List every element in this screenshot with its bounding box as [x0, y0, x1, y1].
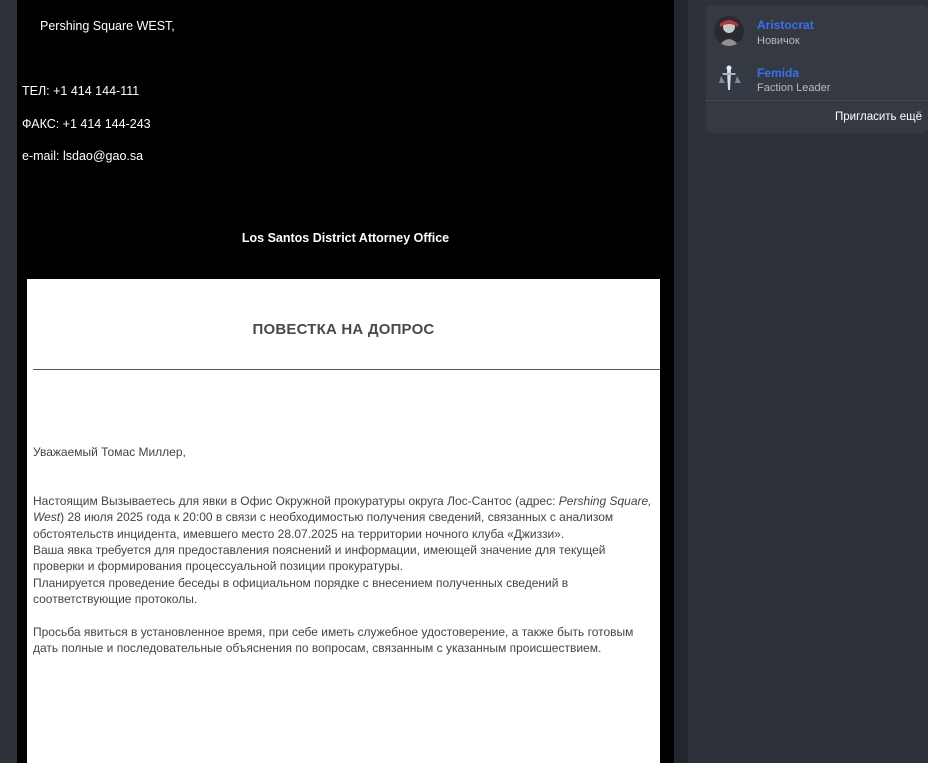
email-line: e-mail: lsdao@gao.sa: [22, 149, 144, 163]
summons-paragraph-4: Просьба явиться в установленное время, при себе иметь служебное удостоверение, а также быть готовым дать полные и последовательные объяснения по вопросам, связанным с указанным происшествием.: [33, 625, 634, 656]
member-role: Новичок: [757, 35, 800, 47]
paragraph-1-text-b: ) 28 июля 2025 года к 20:00 в связи с необходимостью получения сведений, связанных с анализом обстоятельств инцидента, имевшего место 28.07.2025 на территории ночного клуба «Джиззи».: [33, 510, 614, 541]
fax-line: ФАКС: +1 414 144-243: [22, 117, 151, 131]
member-name[interactable]: Femida: [757, 66, 800, 80]
member-role: Faction Leader: [757, 82, 831, 94]
paragraph-1-address: Pershing Square, West: [33, 494, 652, 525]
avatar-femida-icon[interactable]: [714, 63, 744, 93]
greeting: Уважаемый Томас Миллер,: [33, 445, 186, 459]
office-name: Los Santos District Attorney Office: [241, 231, 450, 245]
summons-document: [27, 279, 660, 763]
document-title: ПОВЕСТКА НА ДОПРОС: [252, 321, 435, 338]
members-card: [706, 5, 928, 133]
title-divider: [33, 369, 660, 370]
paragraph-1-text-a: Настоящим Вызываетесь для явки в Офис Окружной прокуратуры округа Лос-Сантос (адрес:: [33, 494, 559, 508]
members-sidebar: [688, 0, 928, 763]
phone-line: ТЕЛ: +1 414 144-111: [22, 84, 140, 98]
summons-paragraph-2: Ваша явка требуется для предоставления пояснений и информации, имеющей значение для текущей проверки и формирования процессуальной позиции прокуратуры.: [33, 543, 606, 574]
member-name[interactable]: Aristocrat: [757, 18, 814, 32]
avatar-aristocrat-icon[interactable]: [714, 16, 744, 46]
address-line: Pershing Square WEST,: [40, 19, 175, 33]
summons-paragraph-1: [33, 493, 657, 542]
summons-paragraph-3: Планируется проведение беседы в официальном порядке с внесением полученных сведений в соответствующие протоколы.: [33, 576, 569, 607]
card-divider: [706, 100, 928, 101]
column-gutter: [674, 0, 688, 763]
member-item-femida[interactable]: [706, 56, 928, 96]
member-item-aristocrat[interactable]: [706, 9, 928, 49]
invite-more-button[interactable]: Пригласить ещё: [834, 111, 922, 123]
